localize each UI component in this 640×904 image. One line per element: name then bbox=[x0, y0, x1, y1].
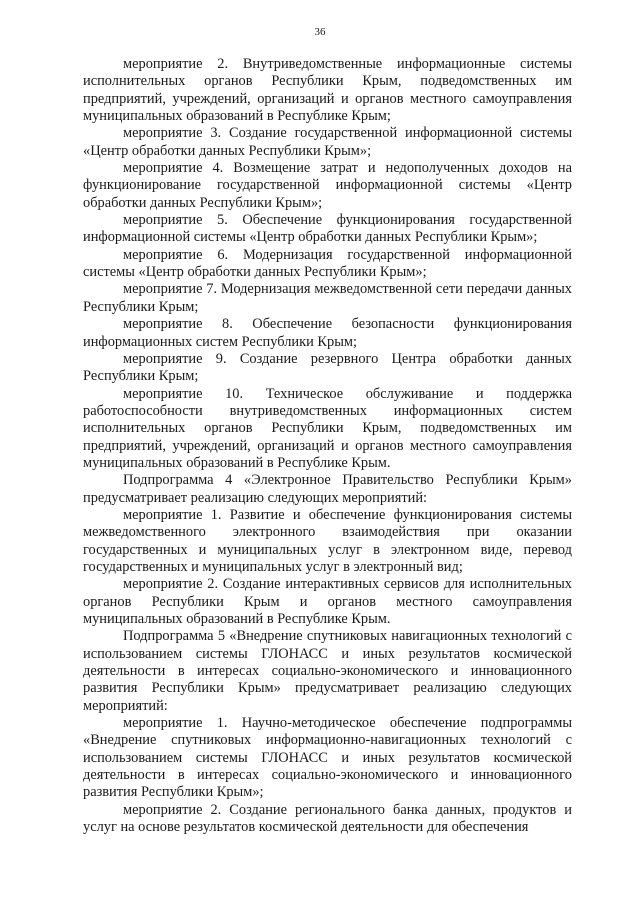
paragraph-event-7: мероприятие 7. Модернизация межведомственной сети передачи данных Республики Крым; bbox=[83, 281, 572, 315]
paragraph-sp4-event-1: мероприятие 1. Развитие и обеспечение функционирования системы межведомственного электронного взаимодействия при оказании государственных и муниципальных услуг в электронном виде, перевод государственных и муниципальных услуг в электронный вид; bbox=[83, 506, 572, 575]
paragraph-event-5: мероприятие 5. Обеспечение функционирования государственной информационной системы «Центр обработки данных Республики Крым»; bbox=[83, 212, 572, 246]
paragraph-sp5-event-1: мероприятие 1. Научно-методическое обеспечение подпрограммы «Внедрение спутниковых информационно-навигационных технологий с использованием системы ГЛОНАСС и иных результатов космической деятельности в интересах социально-экономического и инновационного развития Республики Крым»; bbox=[83, 715, 572, 801]
paragraph-event-3: мероприятие 3. Создание государственной информационной системы «Центр обработки данных Республики Крым»; bbox=[83, 125, 572, 159]
paragraph-event-10: мероприятие 10. Техническое обслуживание и поддержка работоспособности внутриведомственных информационных систем исполнительных органов Республики Крым, подведомственных им предприятий, учреждений, организаций и органов местного самоуправления муниципальных образований в Республике Крым. bbox=[83, 385, 572, 471]
document-body bbox=[83, 56, 572, 836]
paragraph-event-8: мероприятие 8. Обеспечение безопасности функционирования информационных систем Республики Крым; bbox=[83, 316, 572, 350]
paragraph-event-4: мероприятие 4. Возмещение затрат и недополученных доходов на функционирование государственной информационной системы «Центр обработки данных Республики Крым»; bbox=[83, 160, 572, 211]
paragraph-sp5-event-2: мероприятие 2. Создание регионального банка данных, продуктов и услуг на основе результатов космической деятельности для обеспечения bbox=[83, 801, 572, 836]
paragraph-event-6: мероприятие 6. Модернизация государственной информационной системы «Центр обработки данных Республики Крым»; bbox=[83, 246, 572, 281]
paragraph-subprogram-4: Подпрограмма 4 «Электронное Правительство Республики Крым» предусматривает реализацию следующих мероприятий: bbox=[83, 472, 572, 506]
paragraph-subprogram-5: Подпрограмма 5 «Внедрение спутниковых навигационных технологий с использованием системы ГЛОНАСС и иных результатов космической деятельности в интересах социально-экономического и инновационного развития Республики Крым» предусматривает реализацию следующих мероприятий: bbox=[83, 628, 572, 714]
paragraph-event-2: мероприятие 2. Внутриведомственные информационные системы исполнительных органов Республики Крым, подведомственных им предприятий, учреждений, организаций и органов местного самоуправления муниципальных образований в Республике Крым; bbox=[83, 56, 572, 125]
paragraph-sp4-event-2: мероприятие 2. Создание интерактивных сервисов для исполнительных органов Республики Крым и органов местного самоуправления муниципальных образований в Республике Крым. bbox=[83, 576, 572, 627]
paragraph-event-9: мероприятие 9. Создание резервного Центра обработки данных Республики Крым; bbox=[83, 350, 572, 385]
page-number: 36 bbox=[314, 26, 326, 38]
